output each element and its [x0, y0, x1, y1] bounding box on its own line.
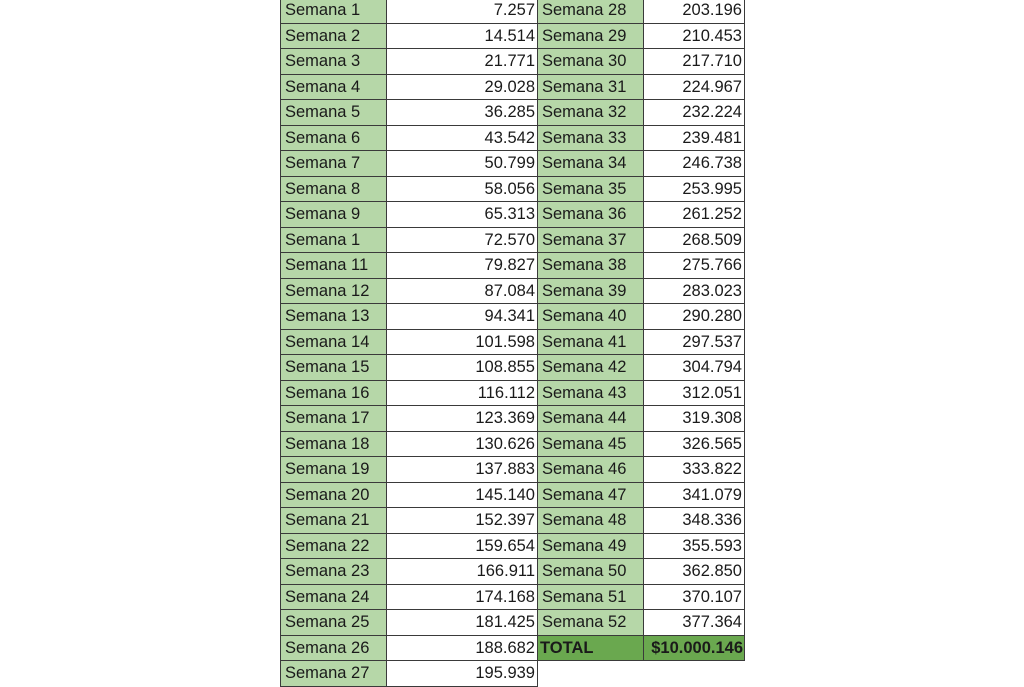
week-value-cell[interactable]: 239.481 — [644, 126, 745, 152]
week-value-cell[interactable]: 348.336 — [644, 508, 745, 534]
week-value-cell[interactable]: 261.252 — [644, 202, 745, 228]
week-label-cell[interactable]: Semana 38 — [538, 253, 644, 279]
week-label-cell[interactable]: Semana 3 — [281, 49, 387, 75]
week-label-cell[interactable]: Semana 26 — [281, 636, 387, 662]
week-value-cell[interactable]: 145.140 — [387, 483, 538, 509]
week-value-cell[interactable]: 312.051 — [644, 381, 745, 407]
week-label-cell[interactable]: Semana 52 — [538, 610, 644, 636]
week-value-cell[interactable]: 283.023 — [644, 279, 745, 305]
week-value-cell[interactable]: 377.364 — [644, 610, 745, 636]
spreadsheet-grid — [280, 0, 745, 687]
week-label-cell[interactable]: Semana 33 — [538, 126, 644, 152]
week-label-cell[interactable]: Semana 6 — [281, 126, 387, 152]
week-value-cell[interactable]: 275.766 — [644, 253, 745, 279]
week-label-cell[interactable]: Semana 45 — [538, 432, 644, 458]
week-value-cell[interactable]: 224.967 — [644, 75, 745, 101]
week-value-cell[interactable]: 50.799 — [387, 151, 538, 177]
week-value-cell[interactable]: 297.537 — [644, 330, 745, 356]
week-value-cell[interactable]: 304.794 — [644, 355, 745, 381]
week-value-cell[interactable]: 123.369 — [387, 406, 538, 432]
week-label-cell[interactable]: Semana 32 — [538, 100, 644, 126]
week-label-cell[interactable]: Semana 12 — [281, 279, 387, 305]
week-label-cell[interactable]: Semana 37 — [538, 228, 644, 254]
week-value-cell[interactable]: 232.224 — [644, 100, 745, 126]
week-value-cell[interactable]: 79.827 — [387, 253, 538, 279]
week-value-cell[interactable]: 159.654 — [387, 534, 538, 560]
week-label-cell[interactable]: Semana 43 — [538, 381, 644, 407]
week-label-cell[interactable]: Semana 19 — [281, 457, 387, 483]
week-value-cell[interactable]: 152.397 — [387, 508, 538, 534]
week-label-cell[interactable]: Semana 46 — [538, 457, 644, 483]
week-label-cell[interactable]: Semana 50 — [538, 559, 644, 585]
week-value-cell[interactable]: 290.280 — [644, 304, 745, 330]
week-value-cell[interactable]: 362.850 — [644, 559, 745, 585]
week-value-cell[interactable]: 130.626 — [387, 432, 538, 458]
week-label-cell[interactable]: Semana 49 — [538, 534, 644, 560]
week-value-cell[interactable]: 94.341 — [387, 304, 538, 330]
week-label-cell[interactable]: Semana 31 — [538, 75, 644, 101]
week-label-cell[interactable]: Semana 51 — [538, 585, 644, 611]
week-value-cell[interactable]: 253.995 — [644, 177, 745, 203]
week-label-cell[interactable]: Semana 24 — [281, 585, 387, 611]
week-label-cell[interactable]: Semana 30 — [538, 49, 644, 75]
week-label-cell[interactable]: Semana 11 — [281, 253, 387, 279]
week-label-cell[interactable]: Semana 48 — [538, 508, 644, 534]
week-label-cell[interactable]: Semana 17 — [281, 406, 387, 432]
week-value-cell[interactable]: 108.855 — [387, 355, 538, 381]
week-label-cell[interactable]: Semana 28 — [538, 0, 644, 24]
week-value-cell[interactable]: 217.710 — [644, 49, 745, 75]
week-value-cell[interactable]: 341.079 — [644, 483, 745, 509]
week-label-cell[interactable]: Semana 1 — [281, 228, 387, 254]
week-label-cell[interactable]: Semana 29 — [538, 24, 644, 50]
week-value-cell[interactable]: 166.911 — [387, 559, 538, 585]
week-value-cell[interactable]: 174.168 — [387, 585, 538, 611]
week-label-cell[interactable]: Semana 13 — [281, 304, 387, 330]
week-label-cell[interactable]: Semana 42 — [538, 355, 644, 381]
week-value-cell[interactable]: 181.425 — [387, 610, 538, 636]
week-value-cell[interactable]: 87.084 — [387, 279, 538, 305]
week-label-cell[interactable]: Semana 34 — [538, 151, 644, 177]
week-value-cell[interactable]: 355.593 — [644, 534, 745, 560]
week-label-cell[interactable]: Semana 18 — [281, 432, 387, 458]
week-value-cell[interactable]: 268.509 — [644, 228, 745, 254]
week-label-cell[interactable]: Semana 8 — [281, 177, 387, 203]
week-value-cell[interactable]: 326.565 — [644, 432, 745, 458]
week-label-cell[interactable]: Semana 40 — [538, 304, 644, 330]
week-value-cell[interactable]: 246.738 — [644, 151, 745, 177]
week-label-cell[interactable]: Semana 36 — [538, 202, 644, 228]
week-value-cell[interactable]: 21.771 — [387, 49, 538, 75]
week-label-cell[interactable]: Semana 5 — [281, 100, 387, 126]
week-label-cell[interactable]: Semana 14 — [281, 330, 387, 356]
week-label-cell[interactable]: Semana 23 — [281, 559, 387, 585]
week-value-cell[interactable]: 116.112 — [387, 381, 538, 407]
week-label-cell[interactable]: Semana 20 — [281, 483, 387, 509]
week-label-cell[interactable]: Semana 27 — [281, 661, 387, 687]
week-value-cell[interactable]: 58.056 — [387, 177, 538, 203]
week-value-cell[interactable]: 43.542 — [387, 126, 538, 152]
week-label-cell[interactable]: Semana 16 — [281, 381, 387, 407]
week-label-cell[interactable]: Semana 9 — [281, 202, 387, 228]
week-label-cell[interactable]: Semana 4 — [281, 75, 387, 101]
week-value-cell[interactable]: 29.028 — [387, 75, 538, 101]
week-value-cell[interactable]: 333.822 — [644, 457, 745, 483]
week-label-cell[interactable]: Semana 47 — [538, 483, 644, 509]
week-value-cell[interactable]: 195.939 — [387, 661, 538, 687]
week-value-cell[interactable]: 36.285 — [387, 100, 538, 126]
week-label-cell[interactable]: Semana 22 — [281, 534, 387, 560]
week-value-cell[interactable]: 319.308 — [644, 406, 745, 432]
week-value-cell[interactable]: 65.313 — [387, 202, 538, 228]
total-label-cell[interactable]: TOTAL — [538, 636, 644, 662]
week-label-cell[interactable]: Semana 2 — [281, 24, 387, 50]
week-label-cell[interactable]: Semana 41 — [538, 330, 644, 356]
week-value-cell[interactable]: 14.514 — [387, 24, 538, 50]
week-label-cell[interactable]: Semana 1 — [281, 0, 387, 24]
week-value-cell[interactable]: 7.257 — [387, 0, 538, 24]
week-label-cell[interactable]: Semana 35 — [538, 177, 644, 203]
week-value-cell[interactable]: 370.107 — [644, 585, 745, 611]
week-label-cell[interactable]: Semana 25 — [281, 610, 387, 636]
week-value-cell[interactable]: 188.682 — [387, 636, 538, 662]
week-value-cell[interactable]: 72.570 — [387, 228, 538, 254]
week-label-cell[interactable]: Semana 39 — [538, 279, 644, 305]
week-value-cell[interactable]: 137.883 — [387, 457, 538, 483]
week-label-cell[interactable]: Semana 21 — [281, 508, 387, 534]
week-value-cell[interactable]: 203.196 — [644, 0, 745, 24]
week-value-cell[interactable]: 101.598 — [387, 330, 538, 356]
week-value-cell[interactable]: 210.453 — [644, 24, 745, 50]
week-label-cell[interactable]: Semana 44 — [538, 406, 644, 432]
total-value-cell[interactable]: $10.000.146 — [644, 636, 745, 662]
week-label-cell[interactable]: Semana 7 — [281, 151, 387, 177]
week-label-cell[interactable]: Semana 15 — [281, 355, 387, 381]
